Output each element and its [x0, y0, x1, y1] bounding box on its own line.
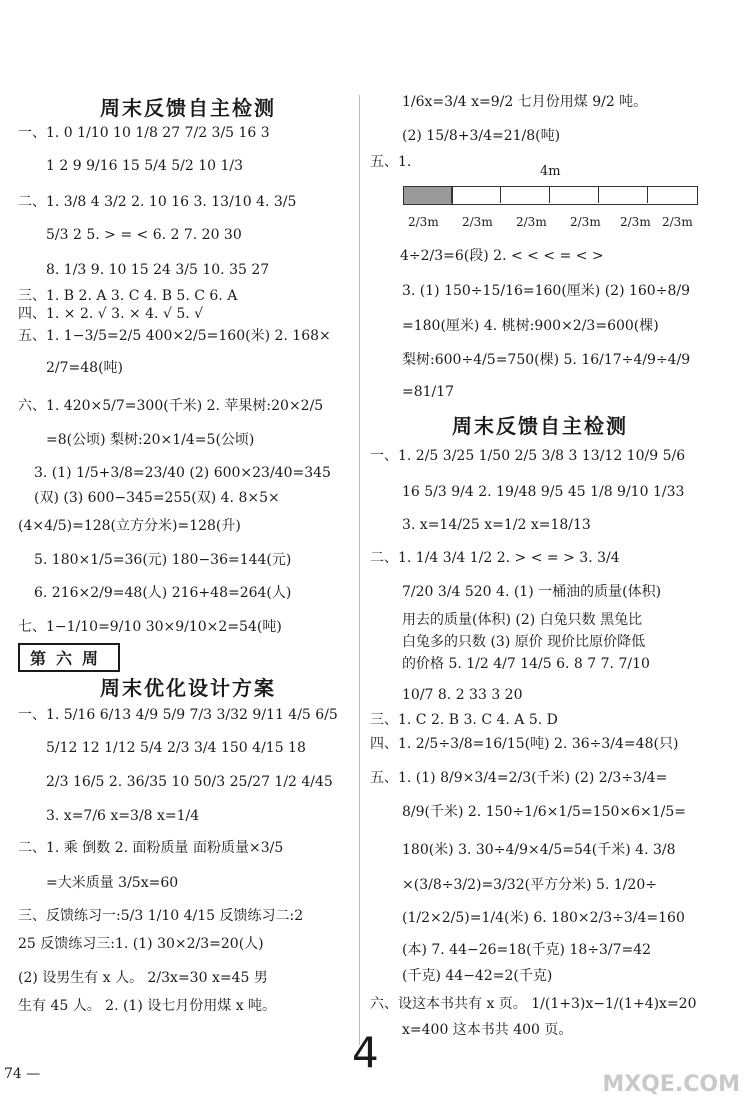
answer-line: 梨树:600÷4/5=750(棵) 5. 16/17÷4/9÷4/9	[402, 352, 691, 368]
answer-line: ×(3/8÷3/2)=3/32(平方分米) 5. 1/20÷	[402, 877, 657, 893]
answer-line: 五、1. (1) 8/9×3/4=2/3(千米) (2) 2/3÷3/4=	[370, 770, 668, 786]
answer-line: (本) 7. 44−26=18(千克) 18÷3/7=42	[402, 942, 652, 958]
answer-line: 16 5/3 9/4 2. 19/48 9/5 45 1/8 9/10 1/33	[402, 484, 685, 500]
section-title-weekend-feedback: 周末反馈自主检测	[100, 96, 276, 120]
answer-line: 2/3 16/5 2. 36/35 10 50/3 25/27 1/2 4/45	[46, 774, 333, 790]
answer-line: 3. x=14/25 x=1/2 x=18/13	[402, 517, 591, 533]
answer-line: x=400 这本书共 400 页。	[402, 1022, 573, 1038]
answer-line: (千克) 44−42=2(千克)	[402, 968, 553, 984]
answer-line: 2/7=48(吨)	[46, 360, 123, 376]
bar-segment-label: 2/3m	[620, 215, 651, 229]
section-title-weekend-optimization: 周末优化设计方案	[100, 676, 276, 700]
bar-length-label: 4m	[540, 164, 561, 179]
answer-line: 3. x=7/6 x=3/8 x=1/4	[46, 808, 200, 824]
answer-line: (4×4/5)=128(立方分米)=128(升)	[18, 518, 241, 534]
answer-line: 五、1.	[370, 154, 412, 170]
answer-line: 1/6x=3/4 x=9/2 七月份用煤 9/2 吨。	[402, 94, 648, 110]
answer-line: 一、1. 5/16 6/13 4/9 5/9 7/3 3/32 9/11 4/5 6/5	[18, 707, 338, 723]
bar-divider	[549, 186, 550, 203]
answer-line: 五、1. 1−3/5=2/5 400×2/5=160(米) 2. 168×	[18, 328, 331, 344]
section-title-weekend-feedback-2: 周末反馈自主检测	[452, 414, 628, 438]
answer-line: 一、1. 2/5 3/25 1/50 2/5 3/8 3 13/12 10/9 5/6	[370, 448, 686, 464]
answer-line: =大米质量 3/5x=60	[46, 875, 179, 891]
answer-line: 180(米) 3. 30÷4/9×4/5=54(千米) 4. 3/8	[402, 842, 676, 858]
answer-line: (2) 设男生有 x 人。 2/3x=30 x=45 男	[18, 970, 268, 986]
answer-line: 三、1. B 2. A 3. C 4. B 5. C 6. A	[18, 288, 238, 304]
answer-line: 7/20 3/4 520 4. (1) 一桶油的质量(体积)	[402, 584, 662, 600]
answer-line: 10/7 8. 2 33 3 20	[402, 687, 523, 703]
bar-segment-label: 2/3m	[570, 215, 601, 229]
answer-line: 四、1. × 2. √ 3. × 4. √ 5. √	[18, 306, 204, 322]
answer-line: 4÷2/3=6(段) 2. < < < = < >	[400, 248, 604, 264]
answer-line: =8(公顷) 梨树:20×1/4=5(公顷)	[46, 432, 255, 448]
answer-line: 8/9(千米) 2. 150÷1/6×1/5=150×6×1/5=	[402, 804, 687, 820]
answer-line: 一、1. 0 1/10 10 1/8 27 7/2 3/5 16 3	[18, 125, 270, 141]
answer-line: =180(厘米) 4. 桃树:900×2/3=600(棵)	[402, 318, 659, 334]
answer-line: 白兔多的只数 (3) 原价 现价比原价降低	[402, 634, 646, 650]
answer-line: 的价格 5. 1/2 4/7 14/5 6. 8 7 7. 7/10	[402, 656, 650, 672]
answer-line: 二、1. 3/8 4 3/2 2. 10 16 3. 13/10 4. 3/5	[18, 194, 297, 210]
segment-bar-diagram	[403, 182, 698, 207]
answer-line: 四、1. 2/5÷3/8=16/15(吨) 2. 36÷3/4=48(只)	[370, 736, 679, 752]
bar-divider	[500, 186, 501, 203]
answer-line: 三、1. C 2. B 3. C 4. A 5. D	[370, 712, 558, 728]
bar-segment-label: 2/3m	[516, 215, 547, 229]
answer-line: 8. 1/3 9. 10 15 24 3/5 10. 35 27	[46, 262, 270, 278]
answer-line: 25 反馈练习三:1. (1) 30×2/3=20(人)	[18, 936, 264, 952]
bar-segment-label: 2/3m	[462, 215, 493, 229]
answer-line: 6. 216×2/9=48(人) 216+48=264(人)	[34, 585, 292, 601]
answer-line: 生有 45 人。 2. (1) 设七月份用煤 x 吨。	[18, 998, 277, 1014]
answer-line: 六、1. 420×5/7=300(千米) 2. 苹果树:20×2/5	[18, 398, 324, 414]
answer-line: 5/12 12 1/12 5/4 2/3 3/4 150 4/15 18	[46, 740, 306, 756]
answer-line: 六、设这本书共有 x 页。 1/(1+3)x−1/(1+4)x=20	[370, 996, 697, 1012]
column-divider	[359, 95, 360, 1045]
answer-line: =81/17	[402, 384, 455, 400]
answer-line: 三、反馈练习一:5/3 1/10 4/15 反馈练习二:2	[18, 908, 304, 924]
page-number: 74 —	[4, 1066, 41, 1082]
answer-line: (1/2×2/5)=1/4(米) 6. 180×2/3÷3/4=160	[402, 910, 685, 926]
watermark: MXQE.COM	[602, 1072, 740, 1097]
bar-segment-label: 2/3m	[408, 215, 439, 229]
answer-line: 二、1. 乘 倒数 2. 面粉质量 面粉质量×3/5	[18, 840, 284, 856]
answer-line: 七、1−1/10=9/10 30×9/10×2=54(吨)	[18, 619, 282, 635]
handwritten-mark: 4	[352, 1028, 379, 1077]
answer-line: (双) (3) 600−345=255(双) 4. 8×5×	[34, 490, 280, 506]
bar-divider	[647, 186, 648, 203]
answer-line: 二、1. 1/4 3/4 1/2 2. > < = > 3. 3/4	[370, 550, 620, 566]
week-tag: 第六周	[18, 643, 120, 672]
answer-line: 1 2 9 9/16 15 5/4 5/2 10 1/3	[46, 158, 243, 174]
answer-line: 用去的质量(体积) (2) 白兔只数 黑兔比	[402, 612, 643, 628]
answer-line: (2) 15/8+3/4=21/8(吨)	[402, 128, 561, 144]
bar-shaded-segment	[403, 186, 453, 205]
bar-segment-label: 2/3m	[662, 215, 693, 229]
answer-line: 3. (1) 150÷15/16=160(厘米) (2) 160÷8/9	[402, 283, 690, 299]
answer-line: 5. 180×1/5=36(元) 180−36=144(元)	[34, 552, 292, 568]
answer-line: 5/3 2 5. > = < 6. 2 7. 20 30	[46, 227, 242, 243]
answer-line: 3. (1) 1/5+3/8=23/40 (2) 600×23/40=345	[34, 465, 331, 481]
bar-divider	[451, 186, 452, 203]
bar-divider	[598, 186, 599, 203]
